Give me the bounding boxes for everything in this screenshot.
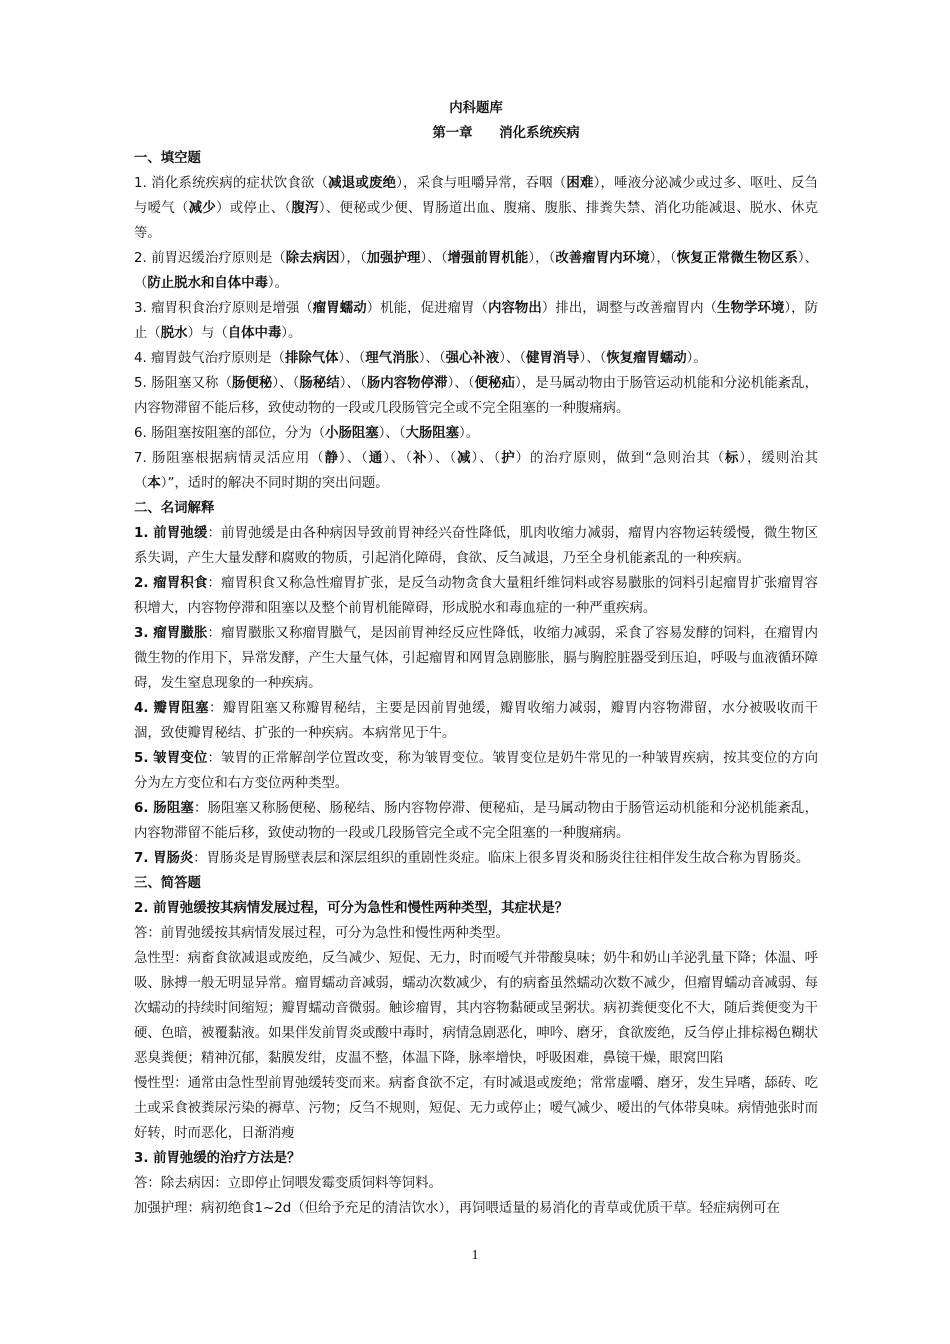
term-item: 6. 肠阻塞：肠阻塞又称肠便秘、肠秘结、肠内容物停滞、便秘疝，是马属动物由于肠管运动机能和分泌机能紊乱，内容物滞留不能后移，致使动物的一段或几段肠管完全或不完全阻塞的一种腹痛病。 (134, 801, 818, 841)
page-number: 1 (471, 1248, 479, 1263)
fill-q6: 6. 肠阻塞按阻塞的部位，分为（小肠阻塞）、（大肠阻塞）。 (134, 426, 480, 441)
term-item: 1. 前胃弛缓：前胃弛缓是由各种病因导致前胃神经兴奋性降低，肌肉收缩力减弱，瘤胃内容物运转缓慢，微生物区系失调，产生大量发酵和腐败的物质，引起消化障碍，食欲、反刍减退，乃至全身机能紊乱的一种疾病。 (134, 526, 818, 566)
short-question-2: 2. 前胃弛缓按其病情发展过程，可分为急性和慢性两种类型，其症状是？ (134, 901, 569, 916)
short-answer-2: 答：前胃弛缓按其病情发展过程，可分为急性和慢性两种类型。 (134, 926, 509, 941)
fill-q5: 5. 肠阻塞又称（肠便秘）、（肠秘结）、（肠内容物停滞）、（便秘疝），是马属动物由于肠管运动机能和分泌机能紊乱，内容物滞留不能后移，致使动物的一段或几段肠管完全或不完全阻塞的一种腹痛病。 (134, 376, 818, 416)
section-fill-in: 一、填空题 (134, 151, 201, 166)
document-content (134, 96, 818, 1221)
term-item: 3. 瘤胃臌胀：瘤胃臌胀又称瘤胃臌气，是因前胃神经反应性降低，收缩力减弱，采食了容易发酵的饲料，在瘤胃内微生物的作用下，异常发酵，产生大量气体，引起瘤胃和网胃急剧膨胀，膈与胸腔脏器受到压迫，呼吸与血液循环障碍，发生窒息现象的一种疾病。 (134, 626, 818, 691)
short-question-3: 3. 前胃弛缓的治疗方法是？ (134, 1151, 301, 1166)
short-answer-2-acute: 急性型：病畜食欲减退或废绝，反刍减少、短促、无力，时而嗳气并带酸臭味；奶牛和奶山羊泌乳量下降；体温、呼吸、脉搏一般无明显异常。瘤胃蠕动音减弱，蠕动次数减少，有的病畜虽然蠕动次数不减少，但瘤胃蠕动音减弱、每次蠕动的持续时间缩短；瓣胃蠕动音微弱。触诊瘤胃，其内容物黏硬或呈粥状。病初粪便变化不大，随后粪便变为干硬、色暗，被覆黏液。如果伴发前胃炎或酸中毒时，病情急剧恶化，呻吟、磨牙，食欲废绝，反刍停止排棕褐色糊状恶臭粪便；精神沉郁，黏膜发绀，皮温不整，体温下降，脉率增快，呼吸困难，鼻镜干燥，眼窝凹陷 (134, 951, 818, 1066)
section-short-answer: 三、简答题 (134, 876, 201, 891)
short-answer-3-care: 加强护理：病初绝食1~2d（但给予充足的清洁饮水），再饲喂适量的易消化的青草或优质干草。轻症病例可在 (134, 1201, 781, 1216)
term-item: 5. 皱胃变位：皱胃的正常解剖学位置改变，称为皱胃变位。皱胃变位是奶牛常见的一种皱胃疾病，按其变位的方向分为左方变位和右方变位两种类型。 (134, 751, 818, 791)
fill-q3: 3. 瘤胃积食治疗原则是增强（瘤胃蠕动）机能，促进瘤胃（内容物出）排出，调整与改善瘤胃内（生物学环境），防止（脱水）与（自体中毒）。 (134, 301, 819, 341)
fill-q4: 4. 瘤胃鼓气治疗原则是（排除气体）、（理气消胀）、（强心补液）、（健胃消导）、（恢复瘤胃蠕动）。 (134, 351, 707, 366)
term-item: 4. 瓣胃阻塞：瓣胃阻塞又称瓣胃秘结，主要是因前胃弛缓，瓣胃收缩力减弱，瓣胃内容物滞留，水分被吸收而干涸，致使瓣胃秘结、扩张的一种疾病。本病常见于牛。 (134, 701, 818, 741)
doc-title: 内科题库 (449, 101, 503, 116)
term-item: 2. 瘤胃积食：瘤胃积食又称急性瘤胃扩张，是反刍动物贪食大量粗纤维饲料或容易臌胀的饲料引起瘤胃扩张瘤胃容积增大，内容物停滞和阻塞以及整个前胃机能障碍，形成脱水和毒血症的一种严重疾病。 (134, 576, 818, 616)
fill-q1: 1. 消化系统疾病的症状饮食欲（减退或废绝），采食与咀嚼异常，吞咽（困难），唾液分泌减少或过多、呕吐、反刍与嗳气（减少）或停止、（腹泻）、便秘或少便、胃肠道出血、腹痛、腹胀、排粪失禁、消化功能减退、脱水、休克等。 (134, 176, 818, 241)
fill-q7: 7. 肠阻塞根据病情灵活应用（静）、（通）、（补）、（减）、（护）的治疗原则，做到“急则治其（标），缓则治其（本）”，适时的解决不同时期的突出问题。 (134, 451, 819, 491)
fill-q2: 2. 前胃迟缓治疗原则是（除去病因），（加强护理）、（增强前胃机能），（改善瘤胃内环境），（恢复正常微生物区系）、（防止脱水和自体中毒）。 (134, 251, 818, 291)
section-terms: 二、名词解释 (134, 501, 215, 516)
chapter-title: 第一章 消化系统疾病 (432, 126, 580, 141)
term-item: 7. 胃肠炎：胃肠炎是胃肠壁表层和深层组织的重剧性炎症。临床上很多胃炎和肠炎往往相伴发生故合称为胃肠炎。 (134, 851, 810, 866)
short-answer-3: 答：除去病因：立即停止饲喂发霉变质饲料等饲料。 (134, 1176, 442, 1191)
short-answer-2-chronic: 慢性型：通常由急性型前胃弛缓转变而来。病畜食欲不定，有时减退或废绝；常常虚嚼、磨牙，发生异嗜，舔砖、吃土或采食被粪尿污染的褥草、污物；反刍不规则，短促、无力或停止；嗳气减少、嗳出的气体带臭味。病情弛张时而好转，时而恶化，日渐消瘦 (134, 1076, 818, 1141)
